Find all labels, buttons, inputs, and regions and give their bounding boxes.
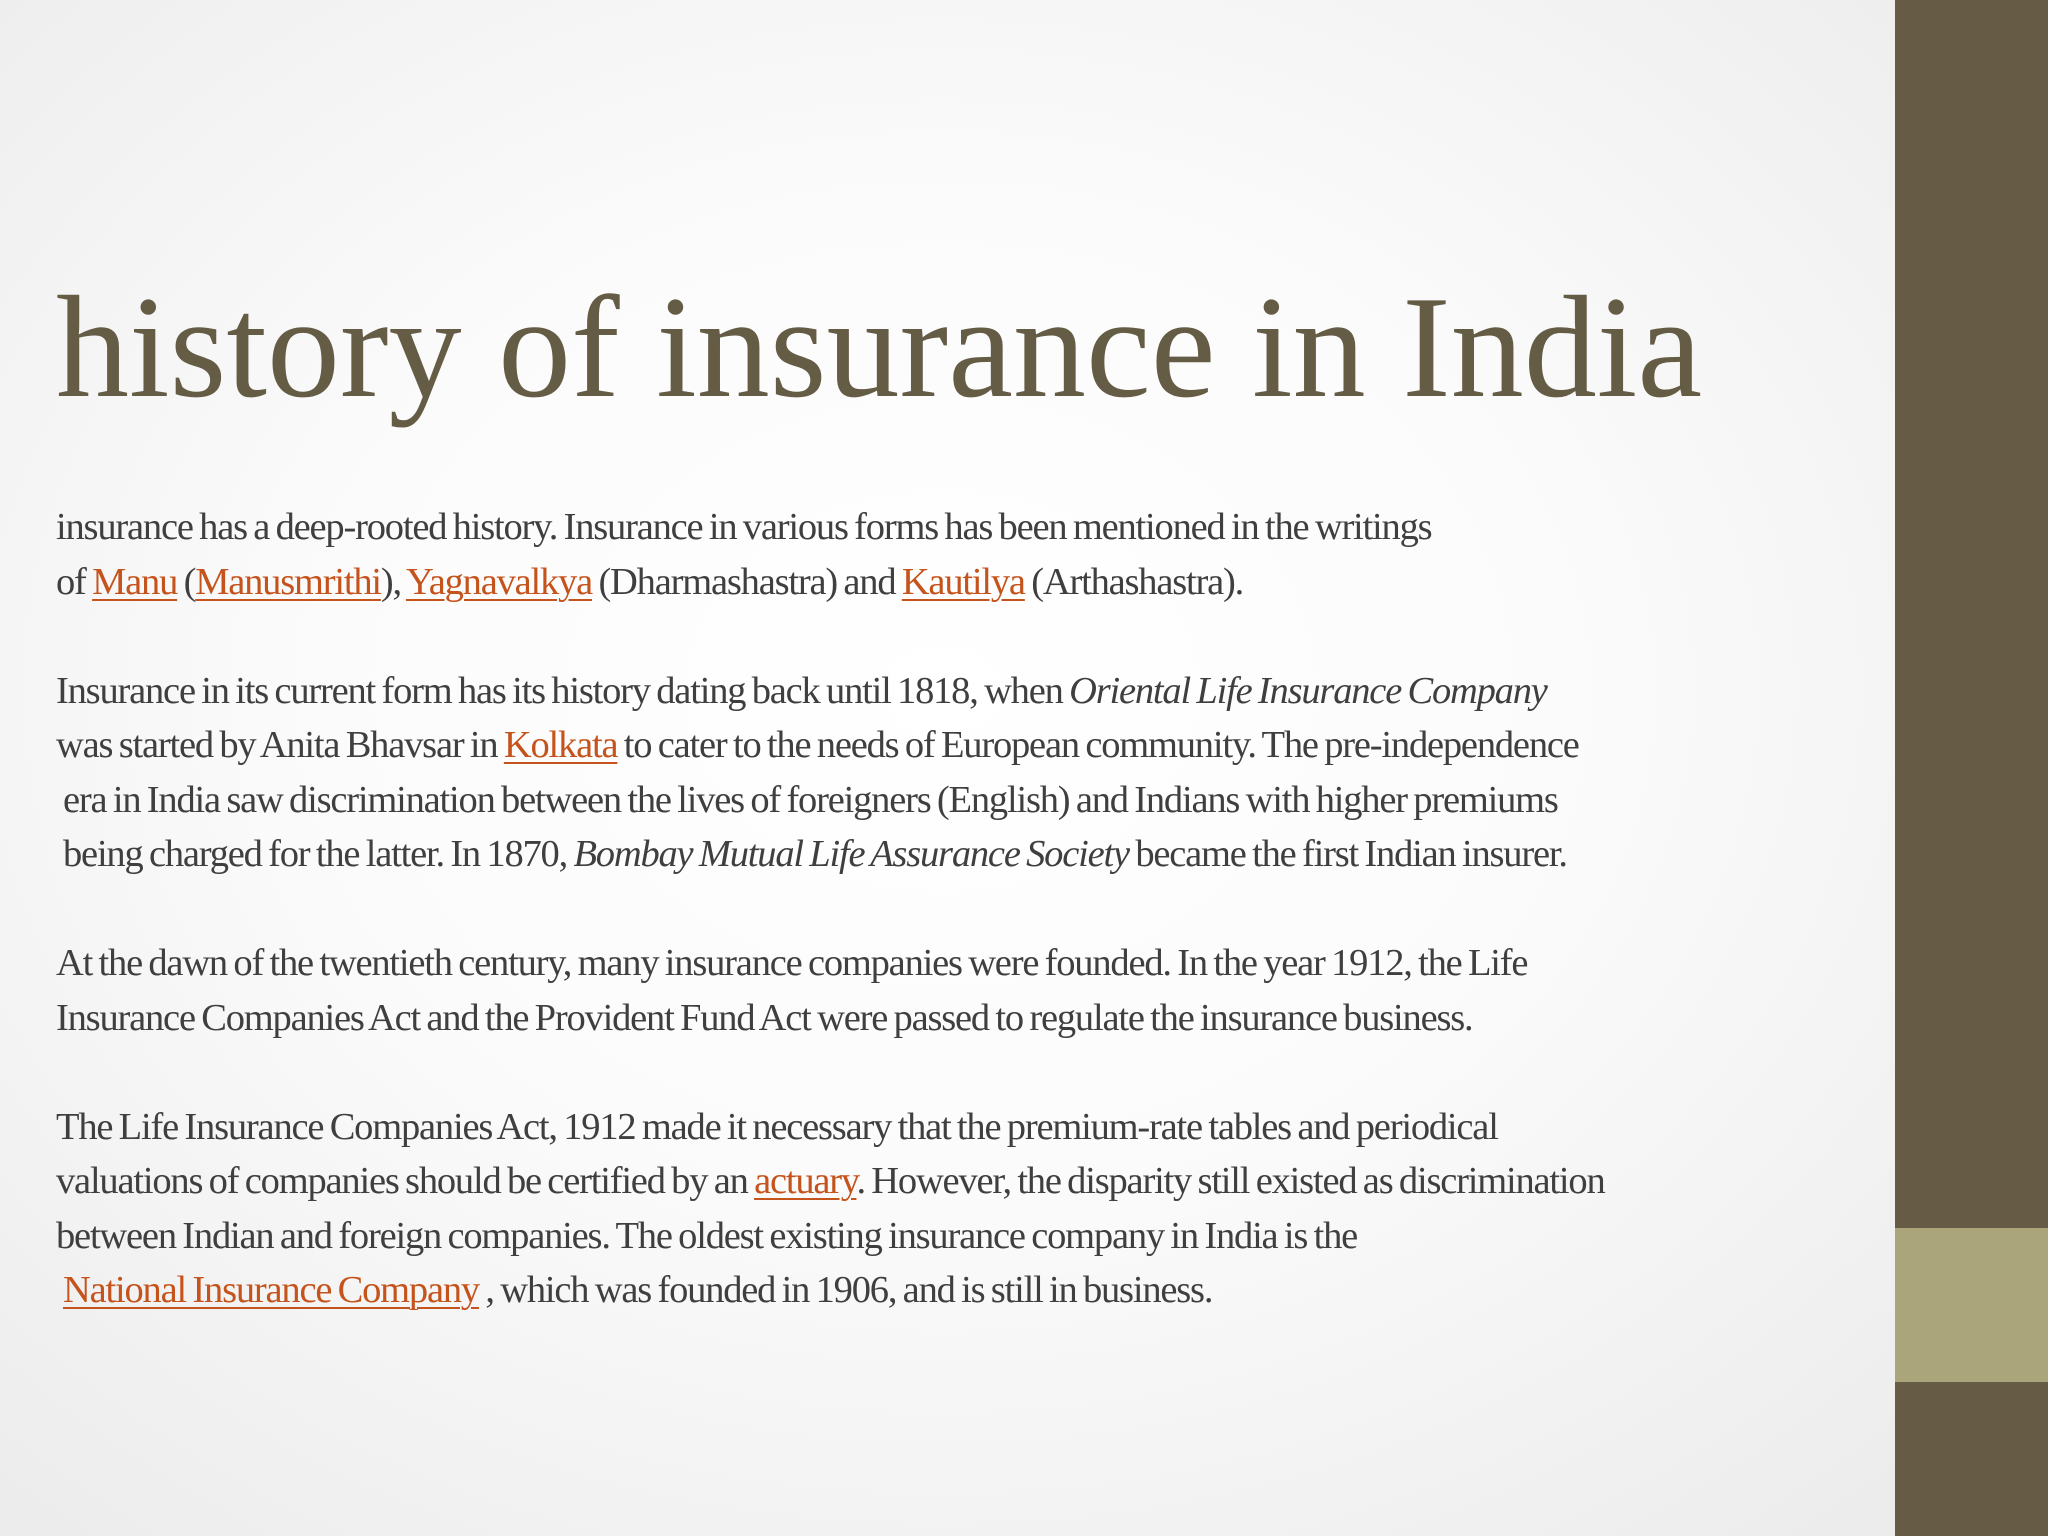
link-manu[interactable]: Manu — [92, 560, 178, 603]
link-national-insurance-company[interactable]: National Insurance Company — [63, 1269, 479, 1311]
link-kolkata[interactable]: Kolkata — [503, 724, 618, 766]
link-kautilya[interactable]: Kautilya — [901, 560, 1025, 603]
paragraph-ancient-history — [56, 500, 1886, 609]
text-line: Insurance in its current form has its history dating back until 1818, when Oriental Life Insurance Company — [56, 669, 1547, 712]
slide-body — [56, 500, 1886, 1372]
text-line: Insurance Companies Act and the Provident Fund Act were passed to regulate the insurance business. — [56, 996, 1473, 1039]
text-line: era in India saw discrimination between the lives of foreigners (English) and Indians with higher premiums — [63, 778, 1558, 821]
company-name-bombay-mutual: Bombay Mutual Life Assurance Society — [573, 833, 1129, 875]
paragraph-companies-act — [56, 1100, 1886, 1318]
text-line: insurance has a deep-rooted history. Insurance in various forms has been mentioned in the writings — [56, 506, 1432, 548]
sidebar-accent-band — [1895, 1228, 2048, 1382]
text-line: At the dawn of the twentieth century, many insurance companies were founded. In the year 1912, the Life — [56, 942, 1528, 984]
text-line: of Manu (Manusmrithi), Yagnavalkya (Dharmashastra) and Kautilya (Arthashastra). — [56, 560, 1244, 603]
text-line: The Life Insurance Companies Act, 1912 made it necessary that the premium-rate tables and periodical — [56, 1105, 1498, 1148]
link-actuary[interactable]: actuary — [754, 1160, 857, 1202]
paragraph-current-form — [56, 664, 1886, 882]
company-name-oriental: Oriental Life Insurance Company — [1069, 669, 1547, 712]
link-manusmrithi[interactable]: Manusmrithi — [195, 560, 381, 603]
paragraph-twentieth-century — [56, 936, 1886, 1045]
slide-title: history of insurance in India — [56, 266, 1703, 428]
text-line: being charged for the latter. In 1870, Bombay Mutual Life Assurance Society became the first Indian insurer. — [63, 833, 1567, 875]
text-line: was started by Anita Bhavsar in Kolkata to cater to the needs of European community. The pre-independence — [56, 724, 1579, 766]
link-yagnavalkya[interactable]: Yagnavalkya — [405, 560, 593, 603]
text-line: between Indian and foreign companies. The oldest existing insurance company in India is the — [56, 1214, 1358, 1257]
text-line: valuations of companies should be certified by an actuary. However, the disparity still existed as discrimination — [56, 1160, 1605, 1202]
text-line: National Insurance Company , which was founded in 1906, and is still in business. — [63, 1269, 1213, 1311]
